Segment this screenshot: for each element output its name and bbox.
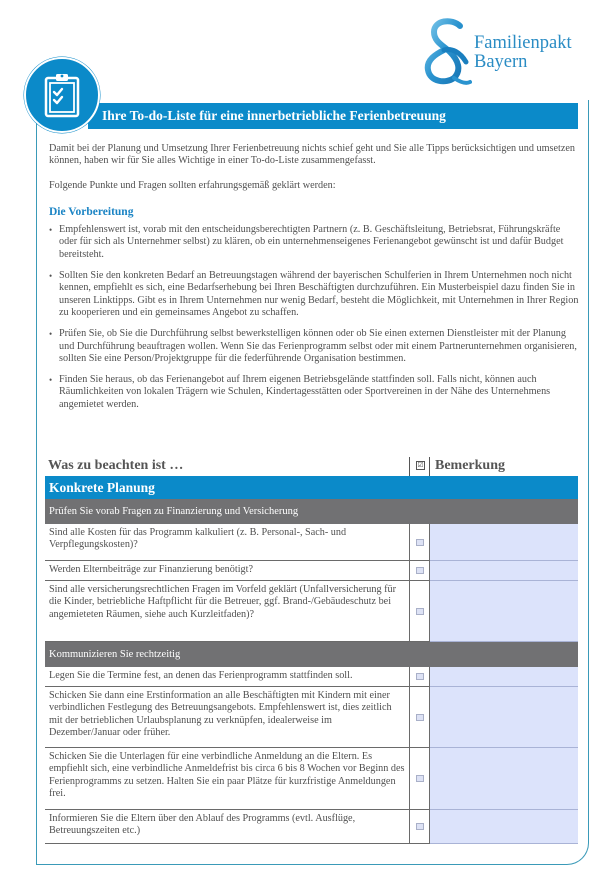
column-header-item: Was zu beachten ist …	[48, 458, 184, 473]
checklist-table	[45, 457, 578, 844]
column-header-check	[409, 457, 430, 476]
table-header	[45, 457, 578, 476]
row-checkbox[interactable]	[409, 667, 430, 686]
row-text: Sind alle Kosten für das Programm kalkuliert (z. B. Personal-, Sach- und Verpflegungskosten)?	[49, 527, 347, 551]
checkbox-icon[interactable]	[416, 714, 424, 721]
remark-field[interactable]	[430, 748, 578, 810]
remark-field[interactable]	[430, 810, 578, 844]
checkbox-icon[interactable]	[416, 608, 424, 615]
checkbox-icon[interactable]	[416, 539, 424, 546]
section-header-communication: Kommunizieren Sie rechtzeitig	[45, 642, 578, 667]
page-title: Ihre To-do-Liste für eine innerbetriebliche Ferienbetreuung	[88, 103, 578, 129]
row-text: Sind alle versicherungsrechtlichen Fragen im Vorfeld geklärt (Unfallversicherung für die Kinder, betriebliche Haftpflicht für die Betreuer, ggf. Brand-/Gebäudeschutz bei angemieteten Räumen, siehe auch Kurzleitfaden)?	[49, 584, 397, 620]
checklist-badge	[24, 57, 100, 133]
logo-line-1: Familienpakt	[474, 33, 572, 53]
checkbox-checked-icon: ☑	[417, 461, 424, 469]
intro-paragraph: Damit bei der Planung und Umsetzung Ihrer Ferienbetreuung nichts schief geht und Sie alle Tipps berücksichtigen und umsetzen können, haben wir für Sie alles Wichtige in einer To-do-Liste zusammengefasst.	[49, 143, 575, 167]
table-row	[45, 687, 578, 748]
row-text: Werden Elternbeiträge zur Finanzierung benötigt?	[49, 564, 253, 575]
remark-field[interactable]	[430, 687, 578, 748]
row-checkbox[interactable]	[409, 687, 430, 747]
intro-section	[49, 143, 579, 420]
row-checkbox[interactable]	[409, 581, 430, 641]
table-row	[45, 561, 578, 581]
logo-line-2: Bayern	[474, 52, 528, 72]
remark-field[interactable]	[430, 581, 578, 642]
table-row	[45, 748, 578, 810]
row-text: Informieren Sie die Eltern über den Ablauf des Programms (evtl. Ausflüge, Betreuungszeiten etc.)	[49, 813, 356, 837]
table-row	[45, 581, 578, 642]
row-checkbox[interactable]	[409, 524, 430, 560]
intro-lead-in: Folgende Punkte und Fragen sollten erfahrungsgemäß geklärt werden:	[49, 179, 336, 191]
preparation-heading: Die Vorbereitung	[49, 205, 134, 218]
remark-field[interactable]	[430, 667, 578, 687]
remark-field[interactable]	[430, 561, 578, 581]
list-item: • Prüfen Sie, ob Sie die Durchführung selbst bewerkstelligen können oder ob Sie einen externen Dienstleister mit der Planung und Durchführung beauftragen wollen. Wenn Sie das Ferienprogramm selbst oder mit einem Partnerunternehmen organisieren, sollten Sie eine Person/Projektgruppe für die federführende Organisation bestimmen.	[49, 328, 579, 365]
row-text: Schicken Sie die Unterlagen für eine verbindliche Anmeldung an die Eltern. Es empfiehlt sich, eine verbindliche Anmeldefrist bis circa 6 bis 8 Wochen vor Beginn des Ferienprogramms zu setzen. Halten Sie ein paar Plätze für kurzfristige Anmeldungen frei.	[49, 751, 405, 800]
list-item: • Sollten Sie den konkreten Bedarf an Betreuungstagen während der bayerischen Schulferien in Ihrem Unternehmen noch nicht kennen, empfiehlt es sich, eine Bedarfserhebung bei Ihren Beschäftigten durchzuführen. Ein Musterbeispiel dazu finden Sie in unseren Linktipps. Gibt es in Ihrem Unternehmen nur wenig Bedarf, besteht die Möglichkeit, mit Unternehmen in Ihrer Region zu kooperieren und ein gemeinsames Angebot zu schaffen.	[49, 270, 579, 319]
row-text: Schicken Sie dann eine Erstinformation an alle Beschäftigten mit Kindern mit einer verbindlichen Festlegung des Betreuungsangebots. Empfehlenswert ist, dies zeitlich mit der betrieblichen Urlaubsplanung zu verknüpfen, idealerweise im Dezember/Januar oder früher.	[49, 690, 392, 739]
checkbox-icon[interactable]	[416, 673, 424, 680]
row-checkbox[interactable]	[409, 748, 430, 809]
familienpakt-logo	[420, 18, 610, 88]
clipboard-checklist-icon	[43, 71, 81, 119]
ampersand-ribbon-icon	[420, 18, 472, 86]
checkbox-icon[interactable]	[416, 823, 424, 830]
row-checkbox[interactable]	[409, 561, 430, 580]
row-checkbox[interactable]	[409, 810, 430, 843]
list-item: • Empfehlenswert ist, vorab mit den entscheidungsberechtigten Partnern (z. B. Geschäftsleitung, Betriebsrat, Führungskräfte oder für sich als Unternehmer selbst) zu klären, ob ein unternehmenseigenes Ferienangebot gewünscht ist und dafür Budget bereitsteht.	[49, 224, 579, 261]
group-header-konkrete-planung: Konkrete Planung	[45, 476, 578, 499]
logo-wordmark	[474, 34, 572, 72]
row-text: Legen Sie die Termine fest, an denen das Ferienprogramm stattfinden soll.	[49, 670, 353, 681]
table-row	[45, 667, 578, 687]
section-header-finance: Prüfen Sie vorab Fragen zu Finanzierung und Versicherung	[45, 499, 578, 524]
table-row	[45, 524, 578, 561]
checkbox-icon[interactable]	[416, 775, 424, 782]
table-row	[45, 810, 578, 844]
list-item: • Finden Sie heraus, ob das Ferienangebot auf Ihrem eigenen Betriebsgelände stattfinden soll. Falls nicht, können auch Räumlichkeiten von lokalen Trägern wie Schulen, Kindertagesstätten oder Sportvereinen in der Nähe des Unternehmens angemietet werden.	[49, 374, 579, 411]
remark-field[interactable]	[430, 524, 578, 561]
preparation-list	[49, 224, 579, 411]
checkbox-icon[interactable]	[416, 567, 424, 574]
column-header-note: Bemerkung	[435, 458, 505, 473]
